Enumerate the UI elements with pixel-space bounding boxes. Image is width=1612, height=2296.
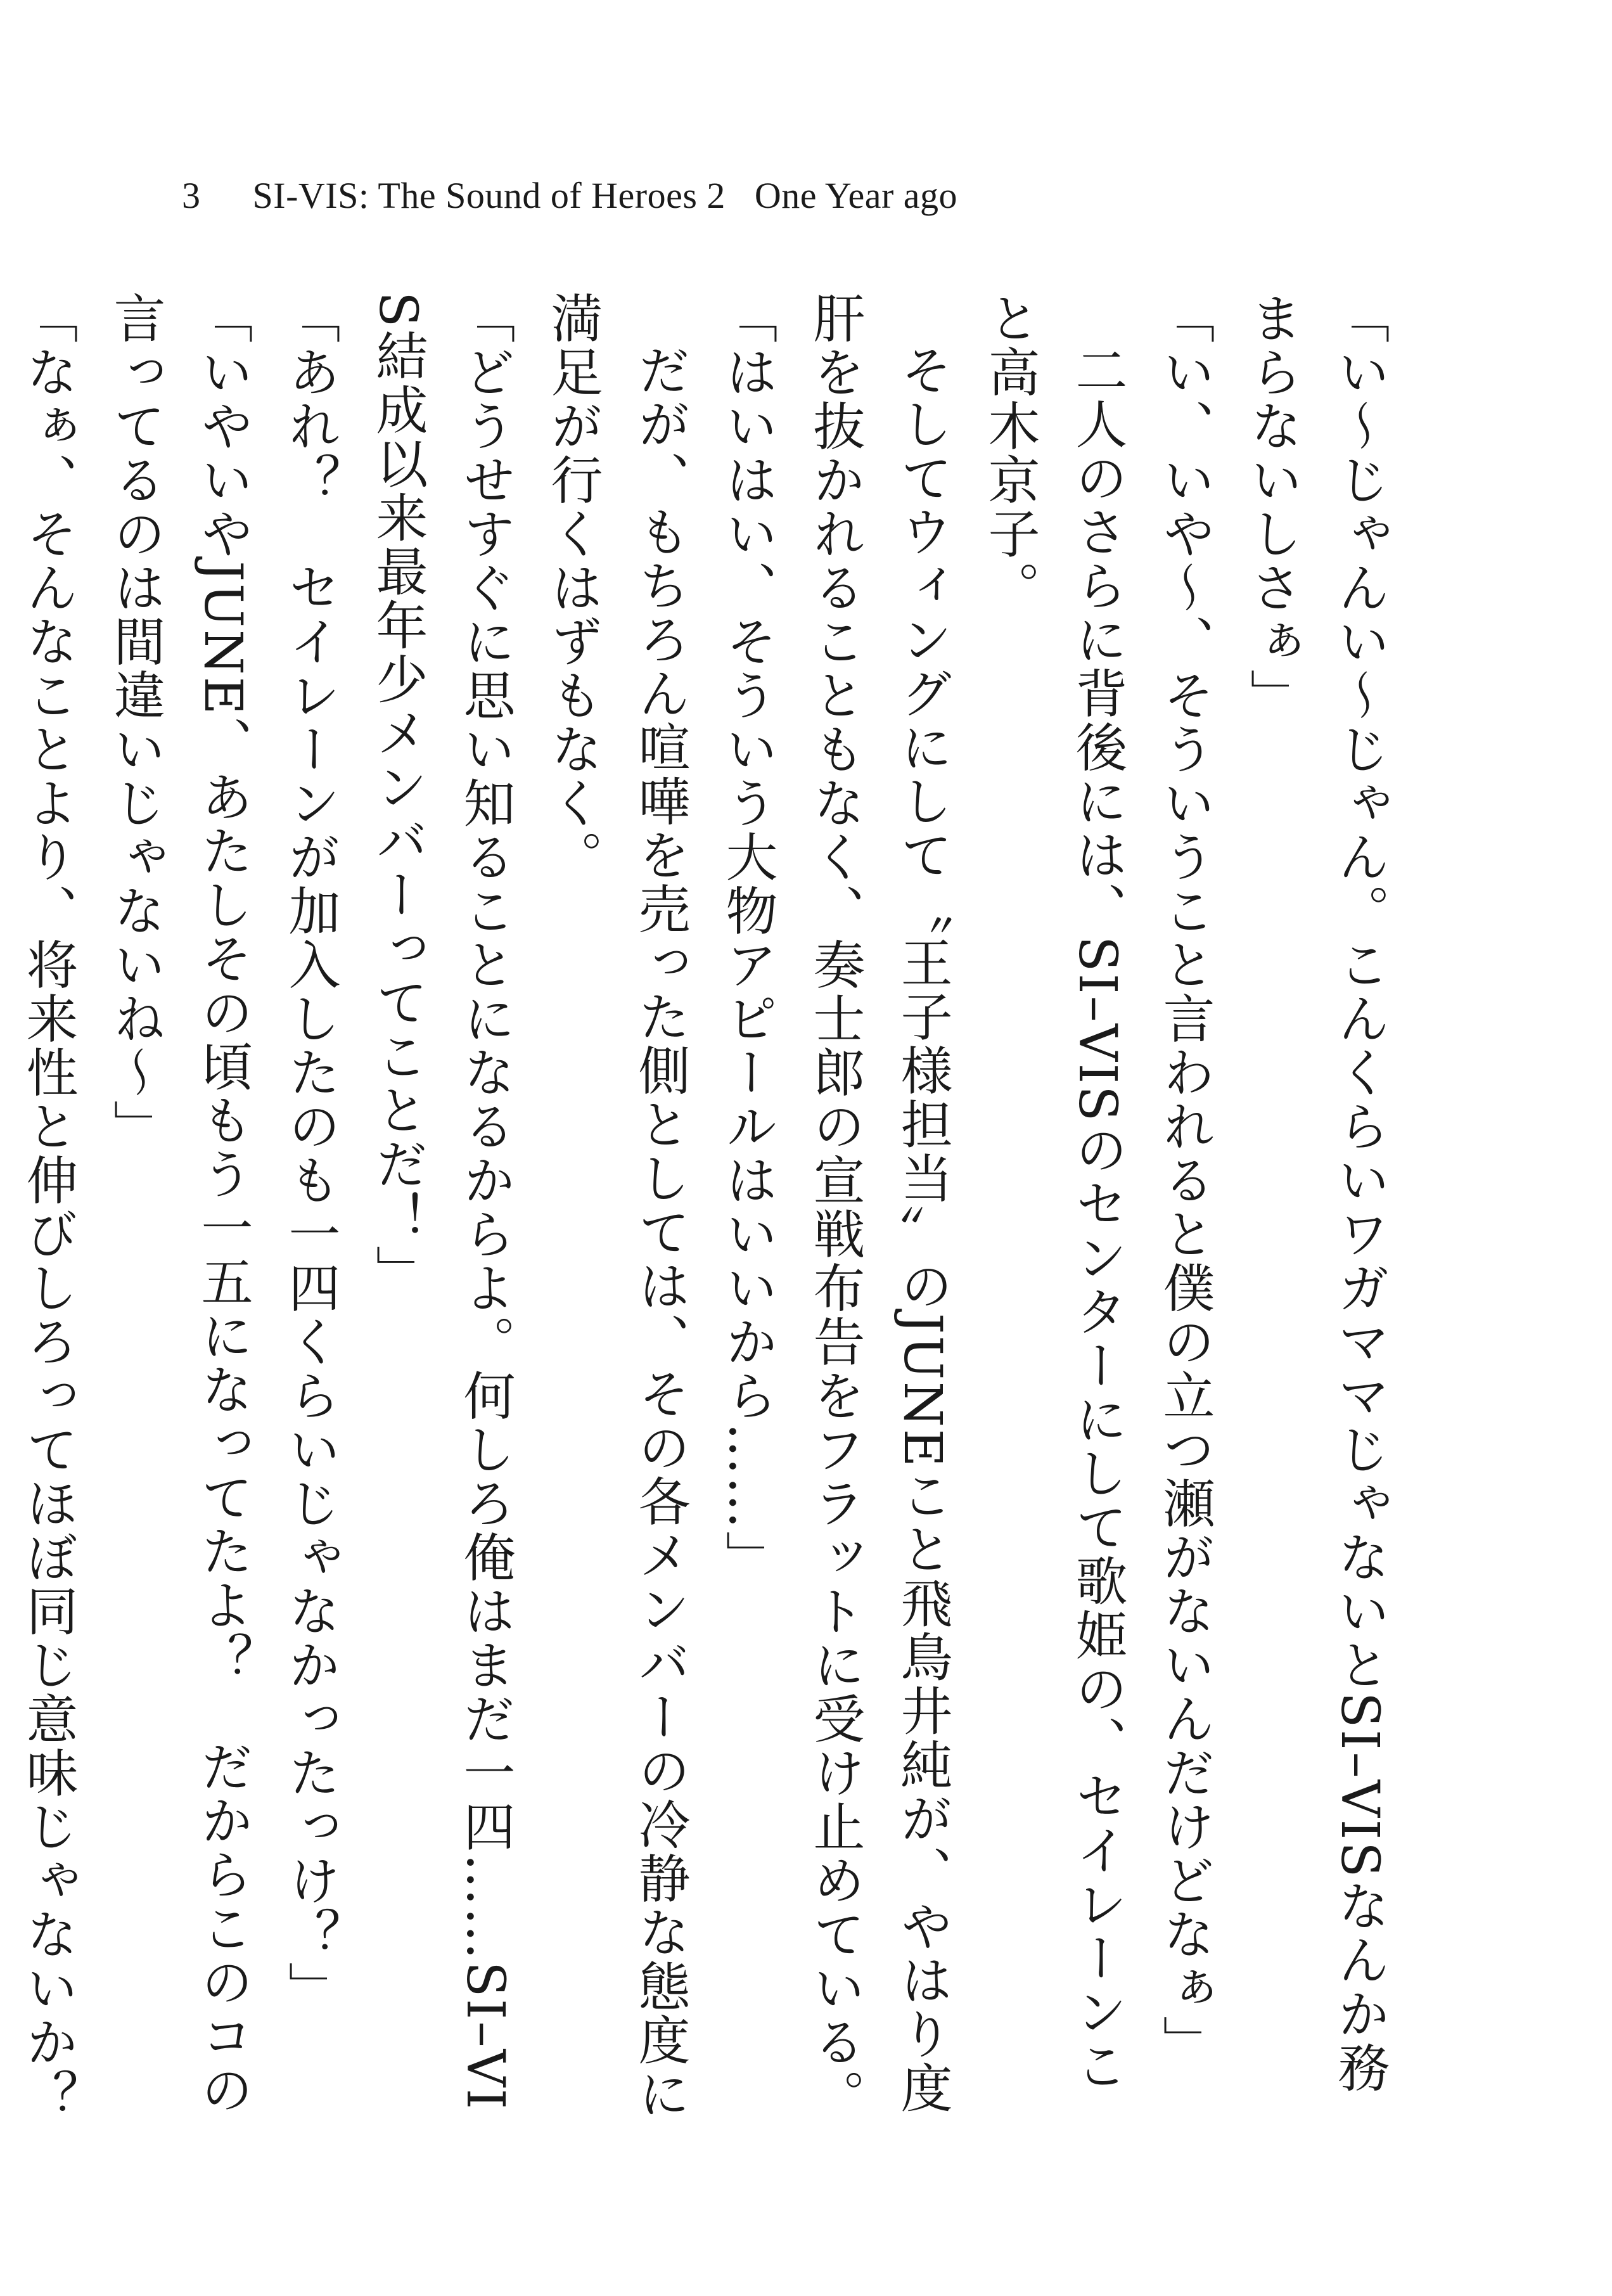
page-number: 3 [182, 175, 201, 216]
dialogue-line: 「い、いや～、そういうこと言われると僕の立つ瀬がないんだけどなぁ」 [1155, 292, 1215, 2069]
book-title: SI-VIS: The Sound of Heroes 2 [252, 175, 726, 216]
narration-paragraph: だが、もちろん喧嘩を売った側としては、その各メンバーの冷静な態度に満足が行くはずもなく。 [542, 292, 690, 2121]
vertical-body-text [0, 292, 1403, 2142]
dialogue-line: 「い～じゃんい～じゃん。こんくらいワガママじゃないとSI–VISなんか務まらないしさぁ」 [1242, 292, 1390, 2095]
narration-paragraph: そしてウィングにして〝王子様担当〟のJUNEこと飛鳥井純が、やはり度肝を抜かれることもなく、奏士郎の宣戦布告をフラットに受け止めている。 [805, 292, 952, 2123]
dialogue-line: 「あれ？ セイレーンが加入したのも一四くらいじゃなかったっけ？」 [280, 292, 340, 2015]
running-header [182, 174, 957, 217]
dialogue-line: 「いやいやJUNE、あたしその頃もう一五になってたよ？ だからこのコの言ってるのは間違いじゃないね～」 [105, 292, 253, 2117]
narration-paragraph: 二人のさらに背後には、SI–VISのセンターにして歌姫の、セイレーンこと高木京子。 [980, 292, 1127, 2093]
dialogue-line: 「はいはい、そういう大物アピールはいいから……」 [717, 292, 777, 1584]
dialogue-line: 「どうせすぐに思い知ることになるからよ。何しろ俺はまだ一四……SI–VIS結成以来最年少メンバーってことだ！」 [368, 292, 515, 2112]
dialogue-line: 「なぁ、そんなことより、将来性と伸びしろってほぼ同じ意味じゃないか？ [18, 292, 78, 2123]
chapter-title: One Year ago [754, 175, 958, 216]
